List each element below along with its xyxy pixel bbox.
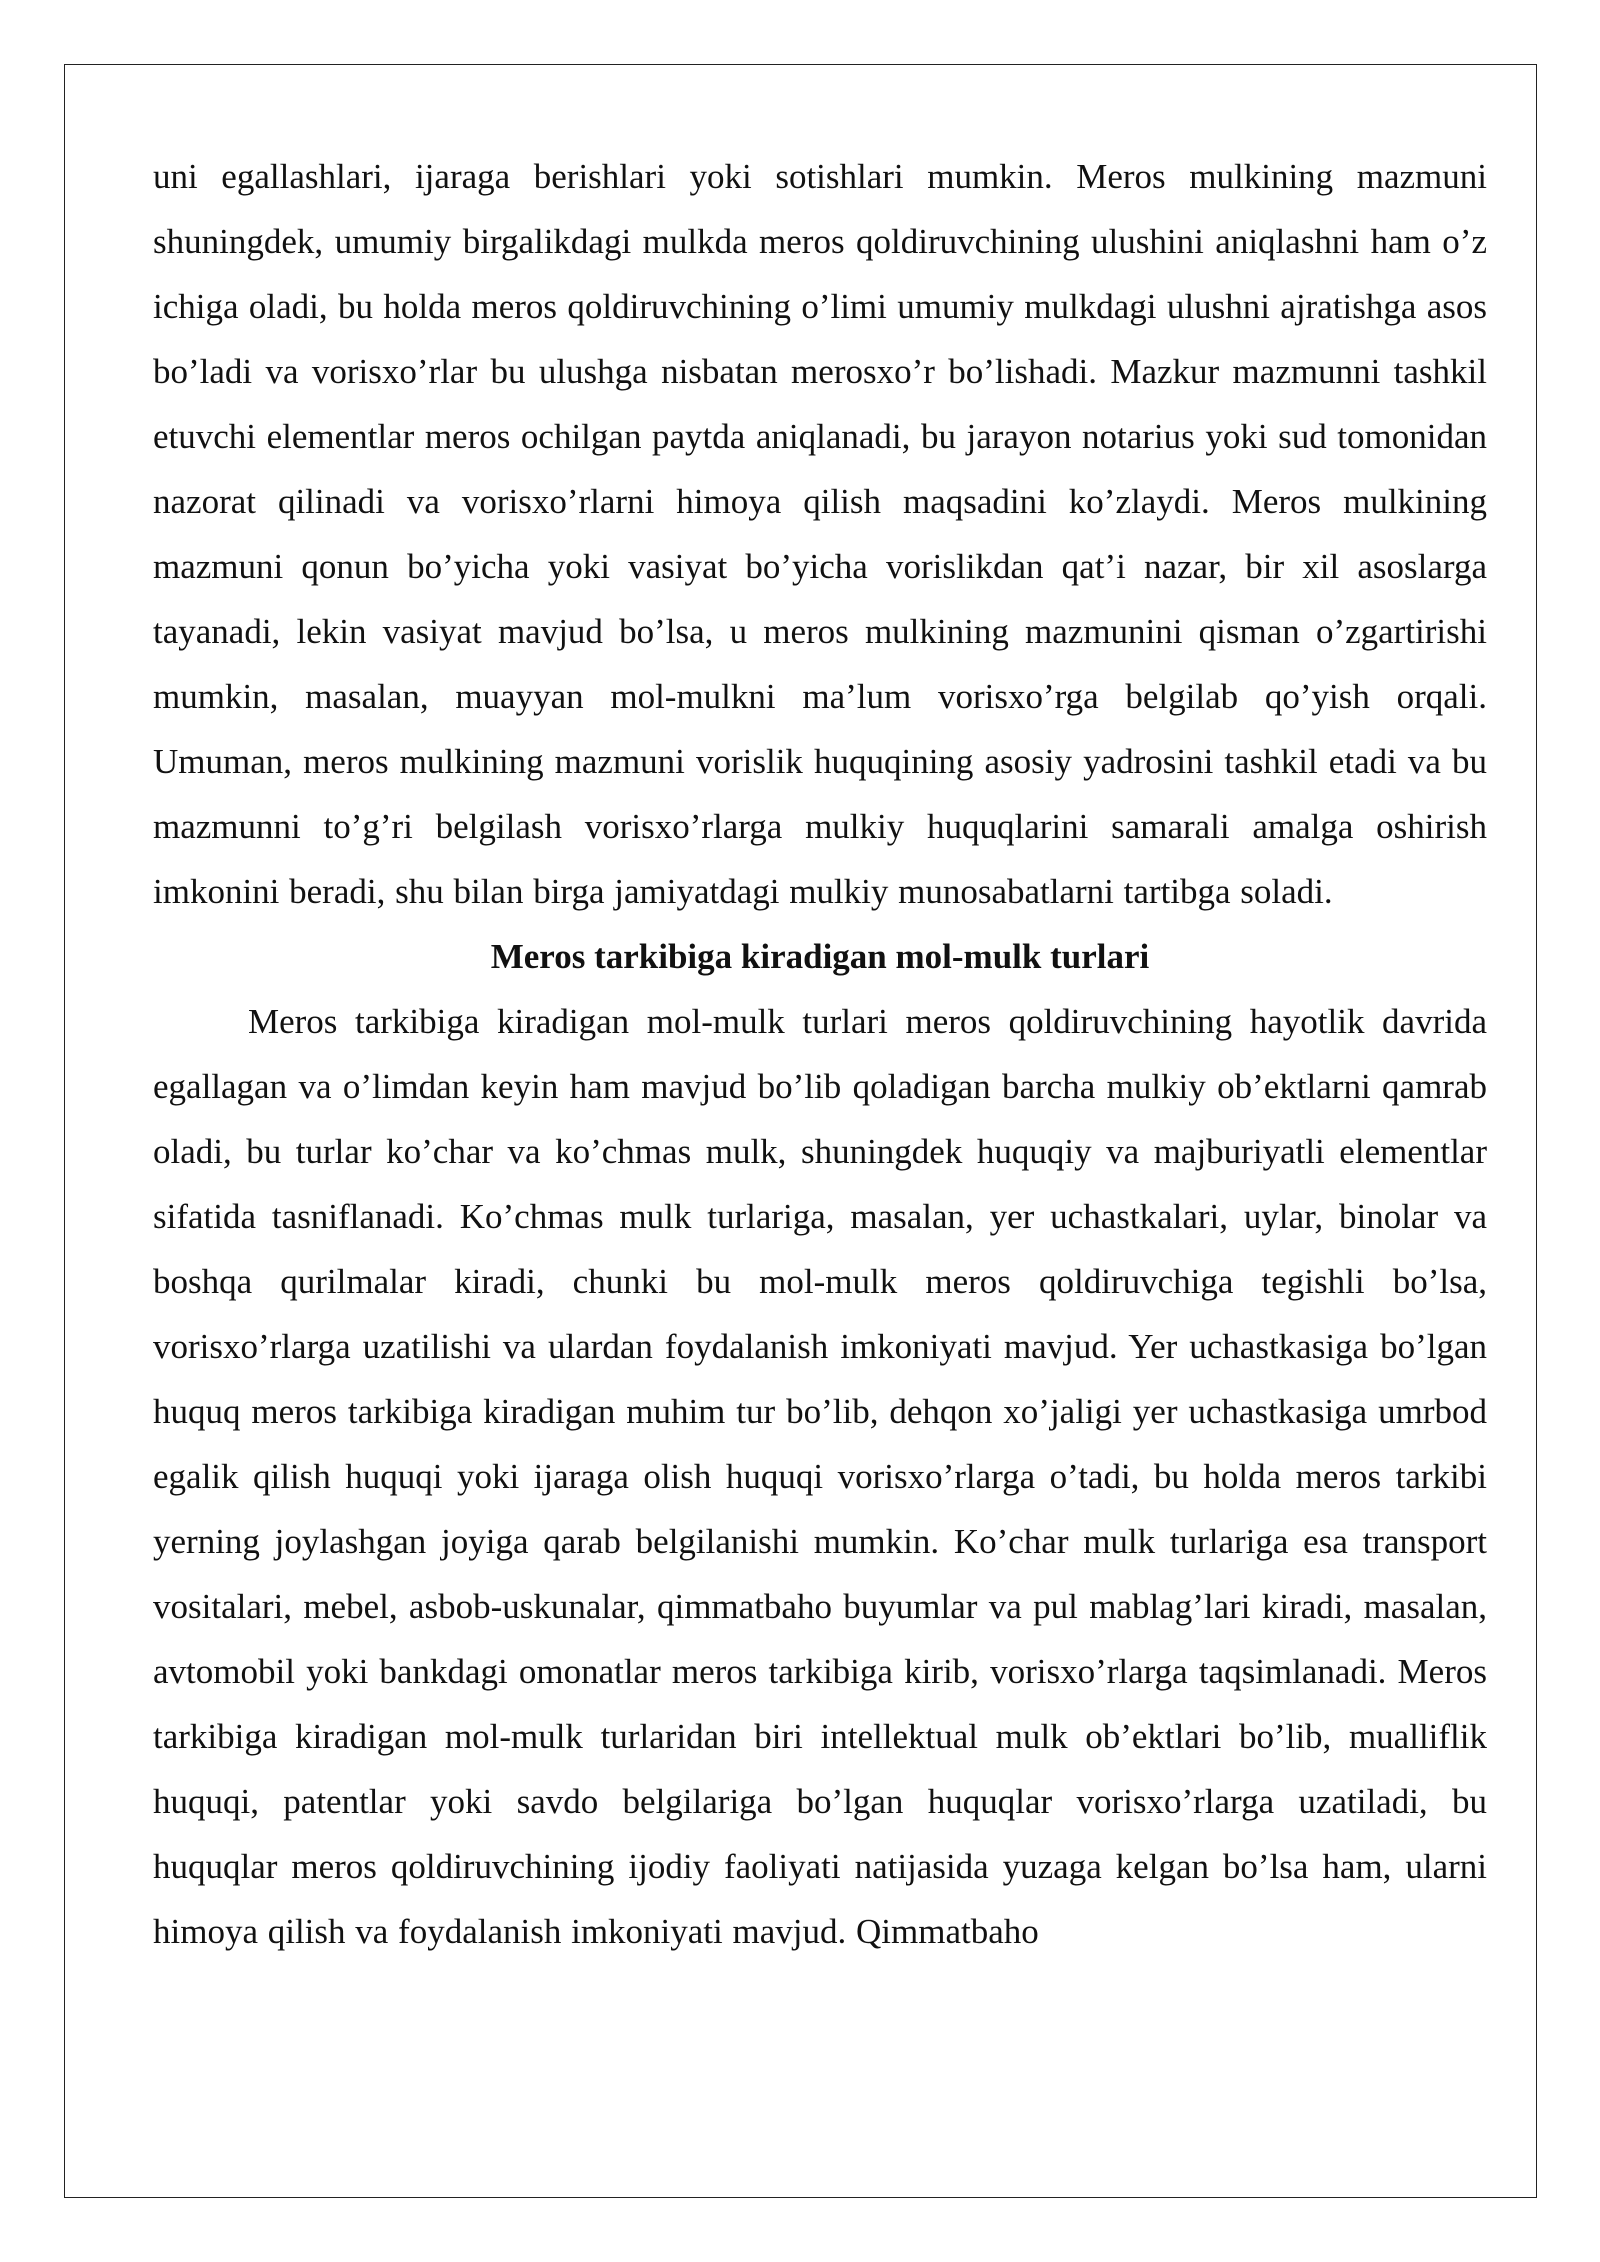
document-body <box>153 144 1487 1964</box>
section-heading: Meros tarkibiga kiradigan mol-mulk turlari <box>490 937 1150 976</box>
body-paragraph-1: uni egallashlari, ijaraga berishlari yoki sotishlari mumkin. Meros mulkining mazmuni shuningdek, umumiy birgalikdagi mulkda meros qoldiruvchining ulushini aniqlashni ham o’z ichiga oladi, bu holda meros qoldiruvchining o’limi umumiy mulkdagi ulushni ajratishga asos bo’ladi va vorisxo’rlar bu ulushga nisbatan merosxo’r bo’lishadi. Mazkur mazmunni tashkil etuvchi elementlar meros ochilgan paytda aniqlanadi, bu jarayon notarius yoki sud tomonidan nazorat qilinadi va vorisxo’rlarni himoya qilish maqsadini ko’zlaydi. Meros mulkining mazmuni qonun bo’yicha yoki vasiyat bo’yicha vorislikdan qat’i nazar, bir xil asoslarga tayanadi, lekin vasiyat mavjud bo’lsa, u meros mulkining mazmunini qisman o’zgartirishi mumkin, masalan, muayyan mol-mulkni ma’lum vorisxo’rga belgilab qo’yish orqali. Umuman, meros mulkining mazmuni vorislik huquqining asosiy yadrosini tashkil etadi va bu mazmunni to’g’ri belgilash vorisxo’rlarga mulkiy huquqlarini samarali amalga oshirish imkonini beradi, shu bilan birga jamiyatdagi mulkiy munosabatlarni tartibga soladi. <box>153 157 1487 911</box>
body-paragraph-2: Meros tarkibiga kiradigan mol-mulk turlari meros qoldiruvchining hayotlik davrida egallagan va o’limdan keyin ham mavjud bo’lib qoladigan barcha mulkiy ob’ektlarni qamrab oladi, bu turlar ko’char va ko’chmas mulk, shuningdek huquqiy va majburiyatli elementlar sifatida tasniflanadi. Ko’chmas mulk turlariga, masalan, yer uchastkalari, uylar, binolar va boshqa qurilmalar kiradi, chunki bu mol-mulk meros qoldiruvchiga tegishli bo’lsa, vorisxo’rlarga uzatilishi va ulardan foydalanish imkoniyati mavjud. Yer uchastkasiga bo’lgan huquq meros tarkibiga kiradigan muhim tur bo’lib, dehqon xo’jaligi yer uchastkasiga umrbod egalik qilish huquqi yoki ijaraga olish huquqi vorisxo’rlarga o’tadi, bu holda meros tarkibi yerning joylashgan joyiga qarab belgilanishi mumkin. Ko’char mulk turlariga esa transport vositalari, mebel, asbob-uskunalar, qimmatbaho buyumlar va pul mablag’lari kiradi, masalan, avtomobil yoki bankdagi omonatlar meros tarkibiga kirib, vorisxo’rlarga taqsimlanadi. Meros tarkibiga kiradigan mol-mulk turlaridan biri intellektual mulk ob’ektlari bo’lib, mualliflik huquqi, patentlar yoki savdo belgilariga bo’lgan huquqlar vorisxo’rlarga uzatiladi, bu huquqlar meros qoldiruvchining ijodiy faoliyati natijasida yuzaga kelgan bo’lsa ham, ularni himoya qilish va foydalanish imkoniyati mavjud. Qimmatbaho <box>153 1002 1487 1951</box>
